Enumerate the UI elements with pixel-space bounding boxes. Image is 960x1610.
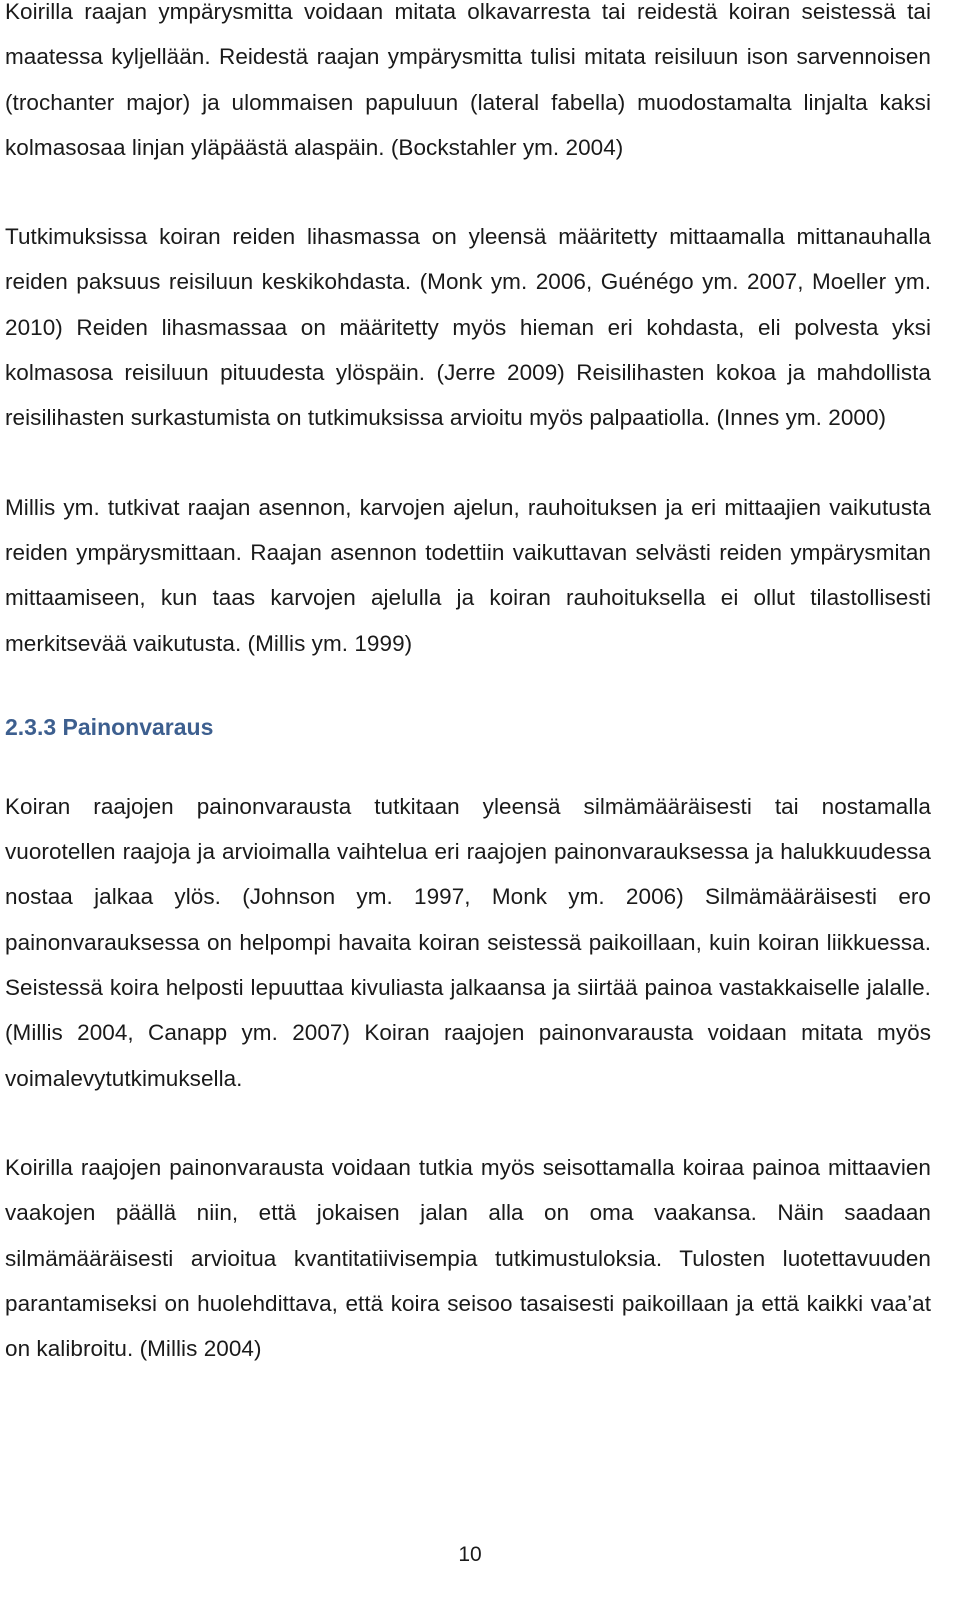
document-page	[5, 0, 931, 1371]
section-heading: 2.3.3 Painonvaraus	[5, 713, 214, 740]
paragraph-weight-bearing: Koiran raajojen painonvarausta tutkitaan yleensä silmämääräisesti tai nostamalla vuorotellen raajoja ja arvioimalla vaihtelua eri raajojen painonvarauksessa ja halukkuudessa nostaa jalkaa ylös. (Johnson ym. 1997, Monk ym. 2006) Silmämääräisesti ero painonvarauksessa on helpompi havaita koiran seistessä paikoillaan, kuin koiran liikkuessa. Seistessä koira helposti lepuuttaa kivuliasta jalkaansa ja siirtää painoa vastakkaiselle jalalle. (Millis 2004, Canapp ym. 2007) Koiran raajojen painonvarausta voidaan mitata myös voimalevytutkimuksella.	[5, 793, 931, 1091]
paragraph-scales: Koirilla raajojen painonvarausta voidaan tutkia myös seisottamalla koiraa painoa mittaavien vaakojen päällä niin, että jokaisen jalan alla on oma vaakansa. Näin saadaan silmämääräisesti arvioitua kvantitatiivisempia tutkimustuloksia. Tulosten luotettavuuden parantamiseksi on huolehdittava, että koira seisoo tasaisesti paikoillaan ja että kaikki vaa’at on kalibroitu. (Millis 2004)	[5, 1154, 931, 1362]
paragraph-leg-circumference: Koirilla raajan ympärysmitta voidaan mitata olkavarresta tai reidestä koiran seistessä tai maatessa kyljellään. Reidestä raajan ympärysmitta tulisi mitata reisiluun ison sarvennoisen (trochanter major) ja ulommaisen papuluun (lateral fabella) muodostamalta linjalta kaksi kolmasosaa linjan yläpäästä alaspäin. (Bockstahler ym. 2004)	[5, 0, 931, 160]
paragraph-millis-study: Millis ym. tutkivat raajan asennon, karvojen ajelun, rauhoituksen ja eri mittaajien vaikutusta reiden ympärysmittaan. Raajan asennon todettiin vaikuttavan selvästi reiden ympärysmitan mittaamiseen, kun taas karvojen ajelulla ja koiran rauhoituksella ei ollut tilastollisesti merkitsevää vaikutusta. (Millis ym. 1999)	[5, 494, 931, 656]
page-number: 10	[458, 1543, 482, 1566]
paragraph-thigh-muscle-mass: Tutkimuksissa koiran reiden lihasmassa on yleensä määritetty mittaamalla mittanauhalla reiden paksuus reisiluun keskikohdasta. (Monk ym. 2006, Guénégo ym. 2007, Moeller ym. 2010) Reiden lihasmassaa on määritetty myös hieman eri kohdasta, eli polvesta yksi kolmasosa reisiluun pituudesta ylöspäin. (Jerre 2009) Reisilihasten kokoa ja mahdollista reisilihasten surkastumista on tutkimuksissa arvioitu myös palpaatiolla. (Innes ym. 2000)	[5, 224, 931, 431]
